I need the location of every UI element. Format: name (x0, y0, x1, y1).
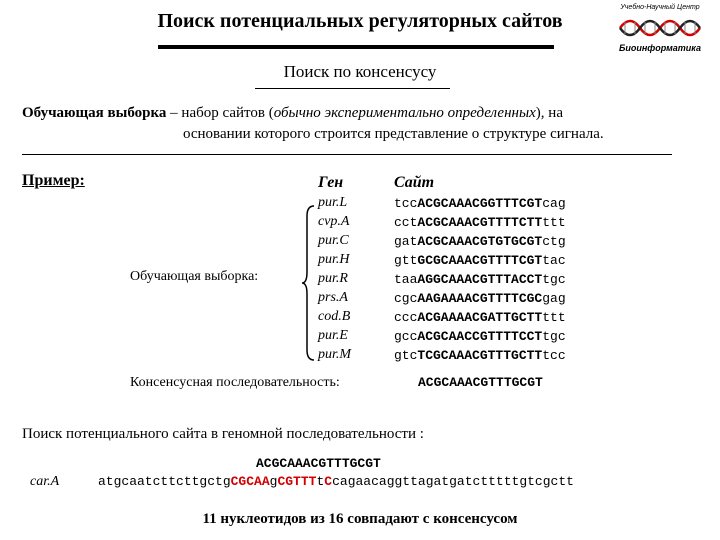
site-pre: gat (394, 234, 418, 249)
site-pre: gtc (394, 348, 418, 363)
training-set-label: Обучающая выборка: (130, 269, 259, 284)
gene-name: pur.E (318, 328, 348, 343)
gene-name: cod.B (318, 309, 351, 324)
gene-name: pur.C (318, 233, 349, 248)
site-core: AAGAAAACGTTTTCGC (417, 291, 543, 306)
subtitle-underline (255, 88, 450, 89)
definition-rule (22, 154, 672, 155)
site-sequence (394, 234, 566, 249)
gene-name: pur.R (318, 271, 348, 286)
logo-bottom-text: Биоинформатика (619, 43, 701, 53)
site-post: cag (542, 196, 566, 211)
gene-name: cvp.A (318, 214, 350, 229)
title-underline (158, 45, 554, 49)
dna-wave-icon (618, 14, 702, 42)
matching-nucleotides: C (324, 474, 333, 489)
logo-top-text: Учебно-Научный Центр (620, 4, 700, 11)
gene-name: pur.L (318, 195, 348, 210)
gene-name: prs.A (318, 290, 348, 305)
site-post: tcc (542, 348, 566, 363)
site-pre: tcc (394, 196, 418, 211)
sequence-segment: cagaacaggttagatgatctttttgtcgctt (332, 474, 574, 489)
site-post: gag (542, 291, 566, 306)
site-sequence (394, 348, 566, 363)
sequence-segment: t (316, 474, 325, 489)
site-pre: cct (394, 215, 418, 230)
definition-text-b: ), на (535, 105, 563, 121)
genome-gene-name: car.A (30, 474, 60, 489)
definition-line-2: основании которого строится представление о структуре сигнала. (183, 126, 604, 142)
site-post: tgc (542, 329, 566, 344)
gene-name: pur.M (318, 347, 352, 362)
sequence-segment: atgcaatcttcttgctg (98, 474, 231, 489)
site-sequence (394, 329, 566, 344)
bioinformatics-logo (604, 4, 716, 58)
site-post: tac (542, 253, 566, 268)
aligned-consensus: ACGCAAACGTTTGCGT (256, 456, 381, 471)
site-core: ACGCAAACGGTTTCGT (417, 196, 543, 211)
consensus-label: Консенсусная последовательность: (130, 375, 340, 390)
site-sequence (394, 272, 566, 287)
definition-italic: обычно экспериментально определенных (273, 105, 536, 121)
site-column-header: Сайт (394, 174, 435, 191)
site-core: AGGCAAACGTTTACCT (417, 272, 543, 287)
definition-text-a: – набор сайтов ( (166, 105, 274, 121)
site-core: ACGCAAACGTTTTCTT (417, 215, 543, 230)
site-core: ACGCAACCGTTTTCCT (417, 329, 543, 344)
site-post: tgc (542, 272, 566, 287)
subtitle: Поиск по консенсусу (283, 62, 437, 81)
site-sequence (394, 215, 566, 230)
left-brace-icon (300, 204, 316, 362)
site-pre: gtt (394, 253, 418, 268)
site-pre: taa (394, 272, 418, 287)
definition-line-1 (22, 105, 563, 122)
matching-nucleotides: CGTTT (277, 474, 317, 489)
site-core: ACGAAAACGATTGCTT (417, 310, 543, 325)
site-post: ttt (542, 215, 566, 230)
site-core: GCGCAAACGTTTTCGT (417, 253, 543, 268)
site-core: ACGCAAACGTGTGCGT (417, 234, 543, 249)
sequence-segment: g (269, 474, 278, 489)
site-sequence (394, 196, 566, 211)
slide-title: Поиск потенциальных регуляторных сайтов (157, 10, 563, 32)
match-result: 11 нуклеотидов из 16 совпадают с консенсусом (202, 511, 518, 527)
site-sequence (394, 253, 566, 268)
matching-nucleotides: CGCAA (230, 474, 270, 489)
site-pre: cgc (394, 291, 418, 306)
genome-search-heading: Поиск потенциального сайта в геномной последовательности : (22, 426, 424, 442)
consensus-value: ACGCAAACGTTTGCGT (418, 375, 543, 390)
site-core: TCGCAAACGTTTGCTT (417, 348, 543, 363)
site-post: ctg (542, 234, 566, 249)
gene-name: pur.H (318, 252, 350, 267)
site-pre: gcc (394, 329, 418, 344)
site-sequence (394, 310, 566, 325)
genomic-sequence (98, 474, 574, 489)
gene-column-header: Ген (318, 174, 344, 191)
site-pre: ccc (394, 310, 418, 325)
site-post: ttt (542, 310, 566, 325)
example-label: Пример: (22, 172, 85, 189)
definition-term: Обучающая выборка (22, 105, 167, 121)
site-sequence (394, 291, 566, 306)
